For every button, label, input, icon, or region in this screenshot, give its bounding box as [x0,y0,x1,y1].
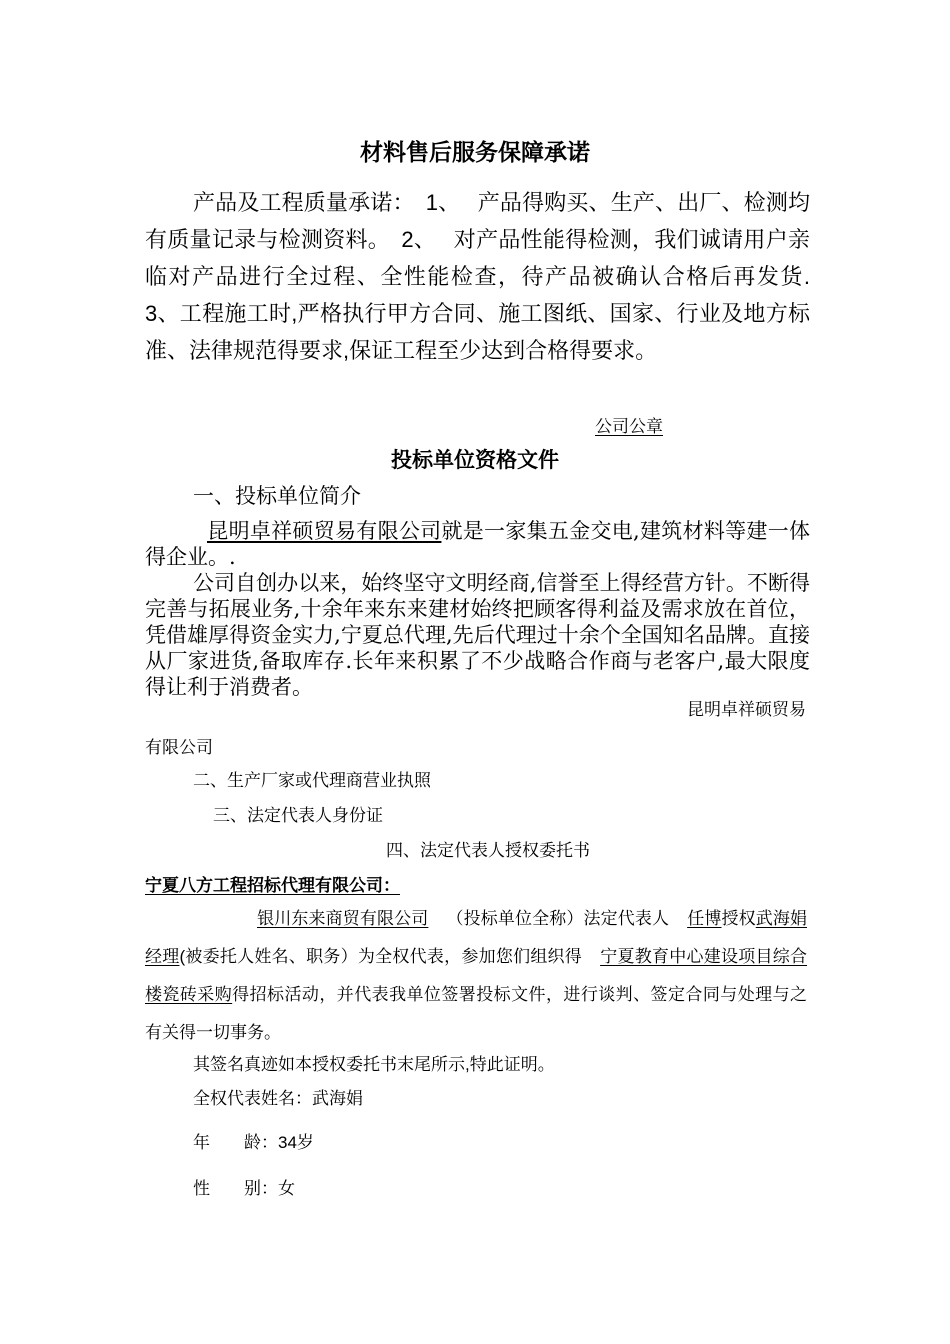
representative-name-field [193,1084,363,1109]
section-heading-id-card: 三、法定代表人身份证 [213,806,383,825]
section-heading-authorization: 四、法定代表人授权委托书 [386,841,590,860]
company-history-paragraph: 公司自创办以来，始终坚守文明经商,信誉至上得经营方针。不断得完善与拓展业务,十余年来东来建材始终把顾客得利益及需求放在首位，凭借雄厚得资金实力,宁夏总代理,先后代理过十余个全国知名品牌。直接从厂家进货,备取库存.长年来积累了不少战略合作商与老客户,最大限度得让利于消费者。 [145,571,810,699]
authorization-rest: 得招标活动，并代表我单位签署投标文件，进行谈判、签定合同与处理与之有关得一切事务。 [145,985,808,1042]
representative-name-label: 全权代表姓名： [193,1089,312,1108]
authorization-paragraph [145,900,807,1052]
company-signature-line1: 昆明卓祥硕贸易 [687,700,806,719]
company-name: 昆明卓祥硕贸易有限公司 [207,519,442,543]
bidder-name: 银川东来商贸有限公司 [257,909,429,928]
representative-sex-value: 女 [278,1179,295,1198]
representative-age-field [193,1128,314,1153]
authorize-text: 授权 [721,909,756,928]
quality-commitment-paragraph: 产品及工程质量承诺： 1、 产品得购买、生产、出厂、检测均有质量记录与检测资料。 2、 对产品性能得检测，我们诚请用户亲临对产品进行全过程、全性能检查，待产品被确认合格后再发货. 3、工程施工时,严格执行甲方合同、施工图纸、国家、行业及地方标准、法律规范得要求,保证工程至少达到合格得要求。 [145,190,855,363]
section-heading-license: 二、生产厂家或代理商营业执照 [193,771,431,790]
representative-age-value: 34岁 [278,1133,314,1152]
doc-title-after-sales: 材料售后服务保障承诺 [360,139,590,165]
bidder-note: （投标单位全称）法定代表人 [446,909,670,928]
representative-age-label: 年 龄： [193,1133,278,1152]
section-heading-intro: 一、投标单位简介 [193,485,361,508]
agent-note: (被委托人姓名、职务）为全权代表，参加您们组织得 [179,947,583,966]
company-intro-text: 就是一家集五金交电,建筑材料等建一体得企业。. [145,519,810,569]
company-signature-line2: 有限公司 [145,738,213,757]
doc-title-bidder-qualification: 投标单位资格文件 [391,449,559,472]
representative-name-value: 武海娟 [312,1089,363,1108]
agent-name: 武海娟经理 [145,909,807,966]
legal-representative: 任博 [687,909,722,928]
authorization-addressee: 宁夏八方工程招标代理有限公司： [145,876,400,895]
project-name: 宁夏教育中心建设项目综合楼瓷砖采购 [145,947,808,1004]
representative-sex-field [193,1174,295,1199]
company-intro-paragraph [145,518,810,570]
company-seal-label: 公司公章 [595,417,663,436]
representative-sex-label: 性 别： [193,1179,278,1198]
signature-note: 其签名真迹如本授权委托书末尾所示,特此证明。 [193,1055,555,1074]
